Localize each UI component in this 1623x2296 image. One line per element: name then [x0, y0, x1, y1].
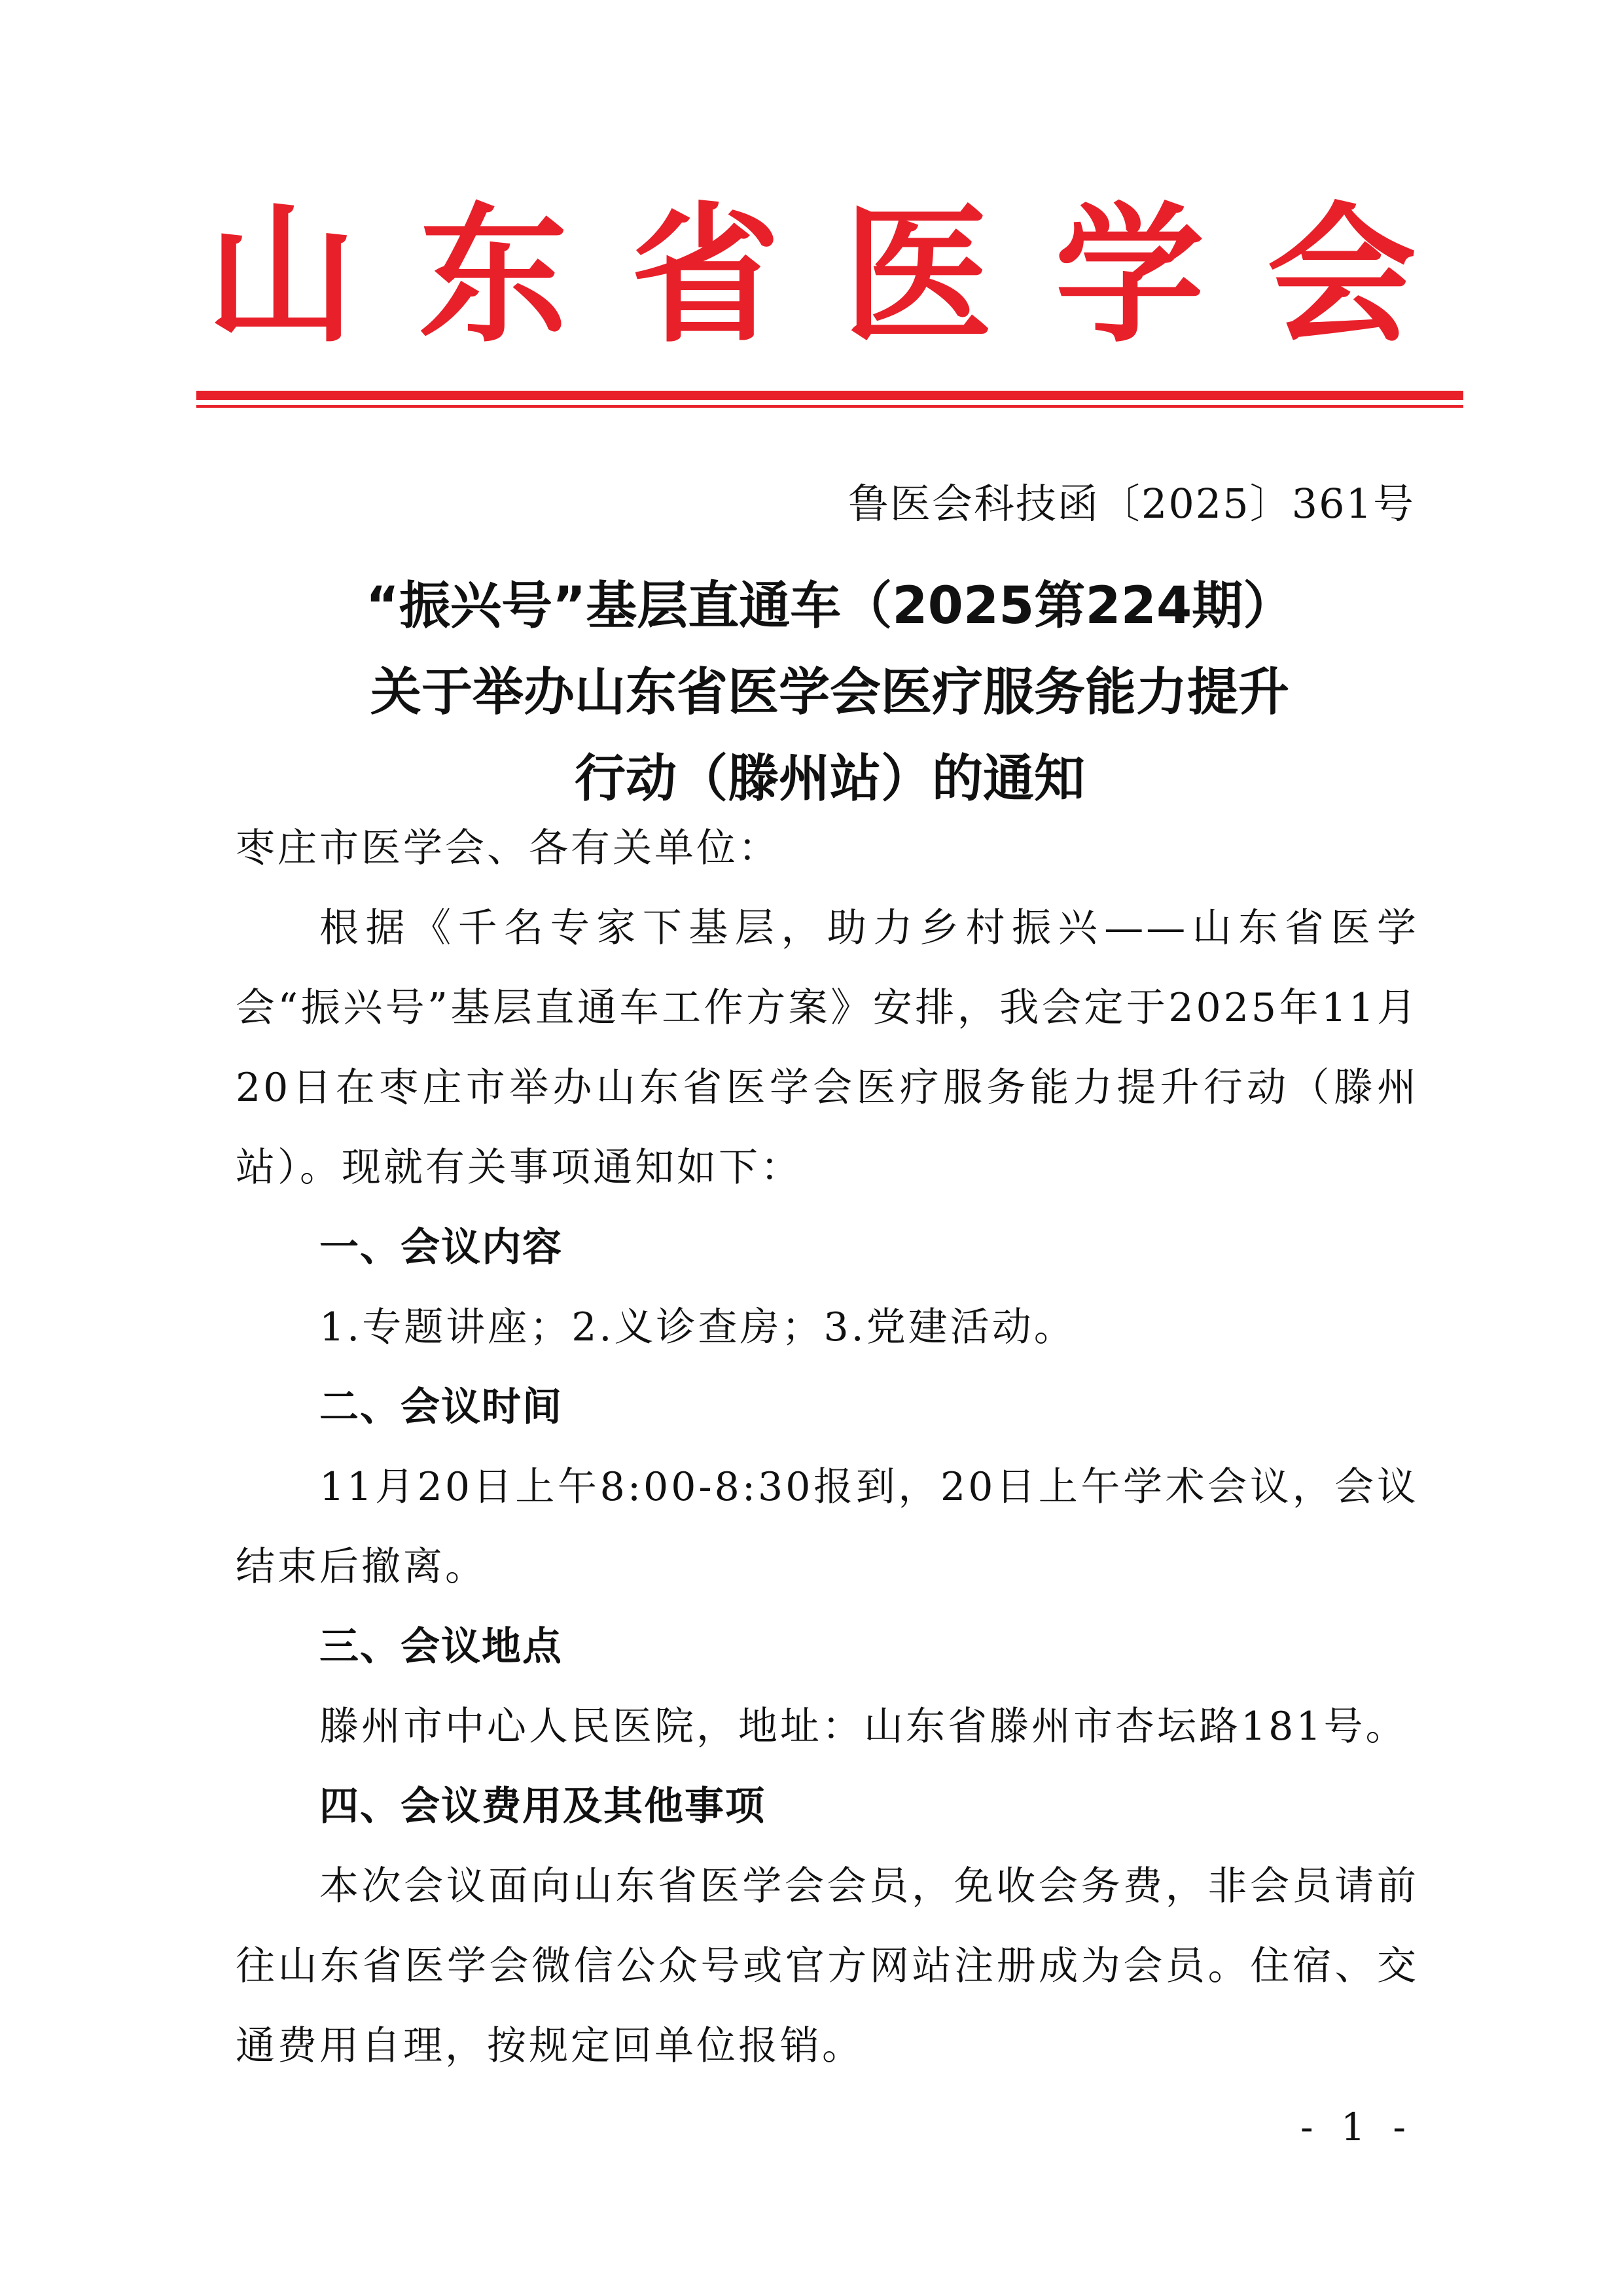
- intro-paragraph: 根据《千名专家下基层，助力乡村振兴——山东省医学会“振兴号”基层直通车工作方案》安排，我会定于2025年11月20日在枣庄市举办山东省医学会医疗服务能力提升行动（滕州站）。现就有关事项通知如下：: [236, 905, 1419, 1191]
- letterhead-rule-thick: [196, 391, 1463, 400]
- section-heading-time: 二、会议时间: [319, 1384, 563, 1430]
- section-text-location: 滕州市中心人民医院，地址：山东省滕州市杏坛路181号。: [319, 1704, 1408, 1749]
- section-text-fees: 本次会议面向山东省医学会会员，免收会务费，非会员请前往山东省医学会微信公众号或官方网站注册成为会员。住宿、交通费用自理，按规定回单位报销。: [236, 1863, 1419, 2069]
- letterhead-rule-thin: [196, 405, 1463, 408]
- letterhead-title: 山东省医学会: [207, 187, 1479, 363]
- title-line-2: 关于举办山东省医学会医疗服务能力提升: [370, 663, 1289, 722]
- salutation: 枣庄市医学会、各有关单位：: [236, 825, 780, 871]
- title-line-3: 行动（滕州站）的通知: [574, 749, 1085, 808]
- title-line-1: “振兴号”基层直通车（2025第224期）: [365, 577, 1294, 636]
- page-number: - 1 -: [1300, 2105, 1414, 2149]
- document-number: 鲁医会科技函〔2025〕361号: [847, 480, 1415, 528]
- section-heading-content: 一、会议内容: [319, 1225, 563, 1270]
- section-text-content: 1.专题讲座；2.义诊查房；3.党建活动。: [319, 1304, 1076, 1350]
- section-heading-fees: 四、会议费用及其他事项: [319, 1784, 766, 1829]
- section-heading-location: 三、会议地点: [319, 1624, 563, 1670]
- section-text-time: 11月20日上午8:00-8:30报到，20日上午学术会议，会议结束后撤离。: [236, 1464, 1419, 1590]
- document-title: [196, 563, 1463, 822]
- document-body: [236, 808, 1419, 2086]
